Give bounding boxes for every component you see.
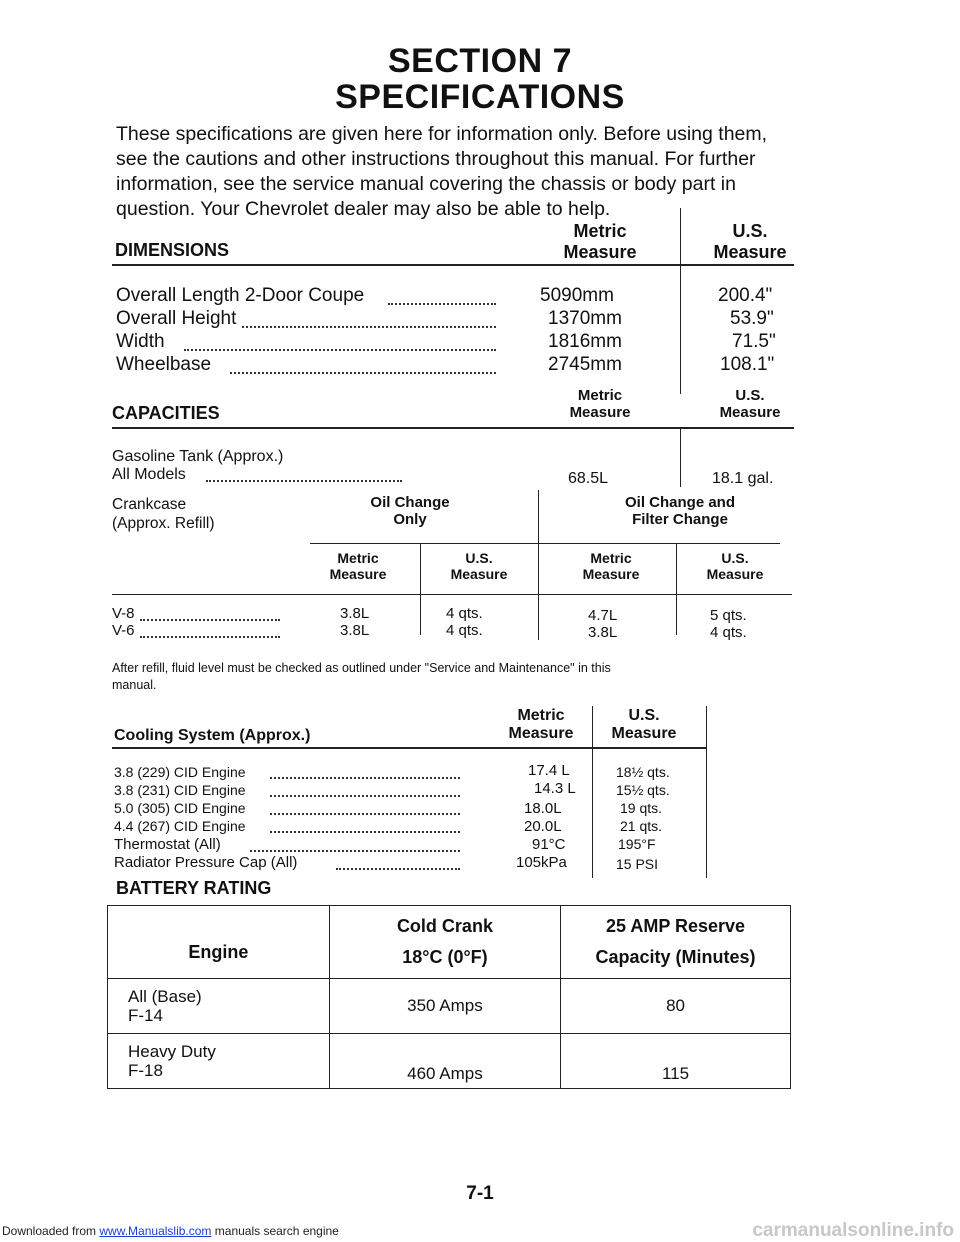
engine-v6-label: V-6 [112,622,135,639]
cooling-us-header: U.S. Measure [611,707,677,742]
dimension-label: Overall Length 2-Door Coupe [116,285,365,306]
oil-filter-us-header: U.S. Measure [706,550,764,582]
cooling-us: 15 PSI [616,856,659,872]
cooling-label: 3.8 (229) CID Engine [114,764,246,780]
cooling-metric: 18.0L [524,800,562,817]
leader-dots [250,850,460,852]
v8-oil-filter-metric: 4.7L [588,607,618,624]
capacities-rule [112,427,794,429]
leader-dots [388,303,496,305]
cooling-label: Radiator Pressure Cap (All) [114,854,298,871]
dimensions-heading: DIMENSIONS [115,240,230,260]
table-row [108,979,791,1034]
battery-heading: BATTERY RATING [116,878,272,898]
dimensions-us-header: U.S. Measure [713,221,787,262]
dimensions-metric-header: Metric Measure [563,221,637,262]
footer-prefix: Downloaded from [2,1224,100,1238]
engine-cell: Heavy Duty F-18 [108,1034,330,1089]
dimension-us: 53.9" [730,308,774,329]
leader-dots [242,326,496,328]
download-footer [2,1224,339,1238]
cooling-label: 3.8 (231) CID Engine [114,782,246,798]
cooling-divider-right [706,706,707,878]
dimension-label: Wheelbase [116,354,212,375]
dimension-metric: 1816mm [548,331,622,352]
dimension-label: Width [116,331,165,352]
leader-dots [184,349,496,351]
table-row [108,1034,791,1089]
cooling-us: 15½ qts. [616,782,670,798]
reserve-cell: 115 [561,1034,791,1089]
cooling-label: Thermostat (All) [114,836,221,853]
cooling-metric-header: Metric Measure [508,707,574,742]
leader-dots [140,636,280,638]
all-models-label: All Models [112,466,186,483]
gas-tank-metric: 68.5L [568,470,609,487]
reserve-capacity-column-header: 25 AMP Reserve Capacity (Minutes) [561,906,791,979]
dimension-metric: 2745mm [548,354,622,375]
cooling-metric: 17.4 L [528,762,570,779]
page-number: 7-1 [466,1183,494,1204]
oil-filter-change-header: Oil Change and Filter Change [624,494,735,528]
leader-dots [140,619,280,621]
cooling-label: 5.0 (305) CID Engine [114,800,246,816]
cooling-heading: Cooling System (Approx.) [114,727,311,744]
gas-tank-label: Gasoline Tank (Approx.) [112,448,284,465]
crankcase-label: Crankcase [112,496,187,513]
cooling-metric: 14.3 L [534,780,576,797]
v8-oil-change-us: 4 qts. [446,605,483,622]
table-header-row [108,906,791,979]
gas-tank-us: 18.1 gal. [712,470,774,487]
oil-change-only-header: Oil Change Only [370,494,450,528]
cooling-metric: 91°C [532,836,566,853]
cooling-label: 4.4 (267) CID Engine [114,818,246,834]
approx-refill-label: (Approx. Refill) [112,515,215,532]
crankcase-sub-divider-right [676,543,677,635]
reserve-cell: 80 [561,979,791,1034]
v8-oil-filter-us: 5 qts. [710,607,747,624]
manualslib-link[interactable]: www.Manualslib.com [99,1224,212,1238]
cooling-us: 19 qts. [620,800,663,816]
refill-note: After refill, fluid level must be checked as outlined under "Service and Maintenance" in this [112,661,611,675]
capacities-heading: CAPACITIES [112,403,220,423]
v8-oil-change-metric: 3.8L [340,605,370,622]
cooling-us: 195°F [618,836,656,852]
engine-column-header: Engine [108,906,330,979]
dimensions-column-divider [680,208,681,394]
cooling-metric: 20.0L [524,818,562,835]
cold-crank-column-header: Cold Crank 18°C (0°F) [329,906,560,979]
cooling-us: 21 qts. [620,818,663,834]
leader-dots [270,831,460,833]
page-title: SPECIFICATIONS [335,78,625,116]
cooling-divider-left [592,706,593,878]
cooling-us: 18½ qts. [616,764,670,780]
cooling-rule [112,747,706,749]
dimension-us: 71.5" [732,331,776,352]
dimensions-rule [112,264,794,266]
oil-change-metric-header: Metric Measure [329,550,387,582]
oil-change-us-header: U.S. Measure [450,550,508,582]
leader-dots [270,777,460,779]
engine-cell: All (Base) F-14 [108,979,330,1034]
section-title: SECTION 7 [388,42,572,80]
capacities-column-divider [680,427,681,487]
leader-dots [270,813,460,815]
battery-rating-table [107,905,791,1089]
engine-v8-label: V-8 [112,605,135,622]
v6-oil-change-us: 4 qts. [446,622,483,639]
dimension-us: 200.4" [718,285,773,306]
watermark: carmanualsonline.info [752,1220,954,1241]
v6-oil-filter-metric: 3.8L [588,624,618,641]
crankcase-subheader-bottom-rule [112,594,792,595]
crankcase-main-divider [538,490,539,640]
refill-note-continued: manual. [112,678,157,692]
leader-dots [230,372,496,374]
intro-paragraph: These specifications are given here for information only. Before using them, see the cautions and other instructions throughout this manual. For further information, see the service manual covering the chassis or body part in question. Your Chevrolet dealer may also be able to help. [116,123,768,220]
leader-dots [336,868,460,870]
dimension-metric: 5090mm [540,285,614,306]
cold-crank-cell: 350 Amps [329,979,560,1034]
footer-suffix: manuals search engine [211,1224,339,1238]
cooling-metric: 105kPa [516,854,567,871]
leader-dots [206,480,402,482]
capacities-us-header: U.S. Measure [719,387,781,421]
crankcase-sub-divider-left [420,543,421,635]
crankcase-subheader-top-rule [310,543,780,544]
oil-filter-metric-header: Metric Measure [582,550,640,582]
dimension-metric: 1370mm [548,308,622,329]
v6-oil-filter-us: 4 qts. [710,624,747,641]
cold-crank-cell: 460 Amps [329,1034,560,1089]
capacities-metric-header: Metric Measure [569,387,631,421]
leader-dots [270,795,460,797]
dimension-us: 108.1" [720,354,775,375]
dimension-label: Overall Height [116,308,237,329]
v6-oil-change-metric: 3.8L [340,622,370,639]
